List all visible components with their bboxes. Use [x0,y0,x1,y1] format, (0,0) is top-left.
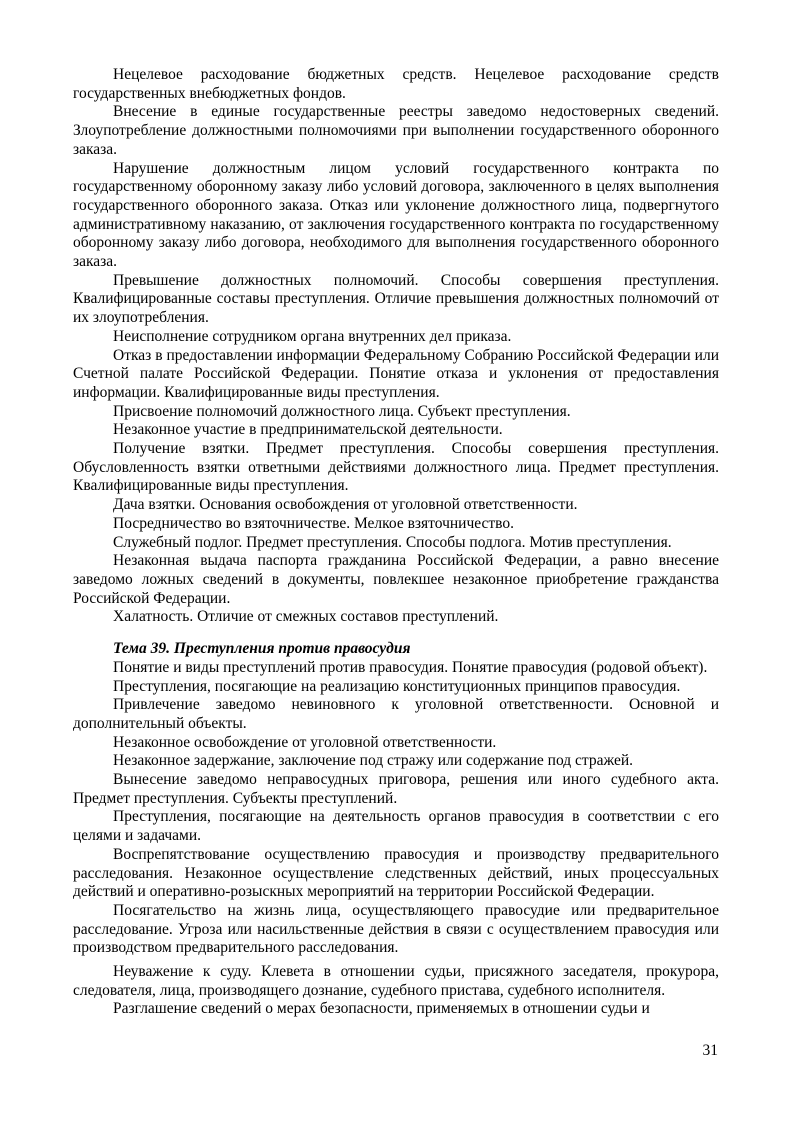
paragraph: Посредничество во взяточничестве. Мелкое взяточничество. [113,514,515,532]
paragraph: Отказ в предоставлении информации Федеральному Собранию Российской Федерации или Счетной палате Российской Федерации. Понятие отказа и уклонения от предоставления информации. Квалифицированные виды преступления. [73,346,719,401]
paragraph: Преступления, посягающие на реализацию конституционных принципов правосудия. [113,677,681,695]
paragraph: Неуважение к суду. Клевета в отношении судьи, присяжного заседателя, прокурора, следователя, лица, производящего дознание, судебного пристава, судебного исполнителя. [73,963,719,999]
page-number: 31 [702,1042,718,1059]
paragraph: Получение взятки. Предмет преступления. Способы совершения преступления. Обусловленность взятки ответными действиями должностного лица. Предмет преступления. Квалифицированные виды преступления. [73,440,719,495]
paragraph: Преступления, посягающие на деятельность органов правосудия в соответствии с его целями и задачами. [73,808,719,845]
paragraph: Привлечение заведомо невиновного к уголовной ответственности. Основной и дополнительный объекты. [73,696,719,732]
paragraph: Внесение в единые государственные реестры заведомо недостоверных сведений. Злоупотребление должностными полномочиями при выполнении государственного оборонного заказа. [73,103,719,158]
paragraph: Вынесение заведомо неправосудных приговора, решения или иного судебного акта. Предмет преступления. Субъекты преступлений. [73,771,719,807]
paragraph: Халатность. Отличие от смежных составов преступлений. [113,608,499,626]
paragraph: Превышение должностных полномочий. Способы совершения преступления. Квалифицированные составы преступления. Отличие превышения должностных полномочий от их злоупотребления. [73,271,719,327]
paragraph: Незаконное задержание, заключение под стражу или содержание под стражей. [113,752,634,770]
paragraph: Посягательство на жизнь лица, осуществляющего правосудие или предварительное расследование. Угроза или насильственные действия в связи с осуществлением правосудия или производством предварительного расследования. [73,901,719,957]
document-body [73,66,719,1019]
section-heading: Тема 39. Преступления против правосудия [113,640,411,658]
paragraph: Служебный подлог. Предмет преступления. Способы подлога. Мотив преступления. [113,533,672,551]
paragraph: Нецелевое расходование бюджетных средств. Нецелевое расходование средств государственных внебюджетных фондов. [73,66,719,102]
paragraph: Неисполнение сотрудником органа внутренних дел приказа. [113,327,512,345]
paragraph: Незаконная выдача паспорта гражданина Российской Федерации, а равно внесение заведомо ложных сведений в документы, повлекшее незаконное приобретение гражданства Российской Федерации. [73,552,719,607]
paragraph: Незаконное освобождение от уголовной ответственности. [113,733,497,751]
paragraph: Присвоение полномочий должностного лица. Субъект преступления. [113,402,571,420]
paragraph: Нарушение должностным лицом условий государственного контракта по государственному оборонному заказу либо условий договора, заключенного в целях выполнения государственного оборонного заказа. Отказ или уклонение должностного лица, подвергнутого административному наказанию, от заключения государственного контракта по государственному оборонному заказу либо договора, необходимого для выполнения государственного оборонного заказа. [73,159,719,271]
paragraph: Незаконное участие в предпринимательской деятельности. [113,421,503,439]
paragraph: Понятие и виды преступлений против правосудия. Понятие правосудия (родовой объект). [113,658,708,676]
paragraph: Разглашение сведений о мерах безопасности, применяемых в отношении судьи и [113,1000,650,1018]
paragraph: Воспрепятствование осуществлению правосудия и производству предварительного расследования. Незаконное осуществление следственных действий, иных процессуальных действий и оперативно-розыскных мероприятий на территории Российской Федерации. [73,845,719,901]
paragraph: Дача взятки. Основания освобождения от уголовной ответственности. [113,496,578,514]
